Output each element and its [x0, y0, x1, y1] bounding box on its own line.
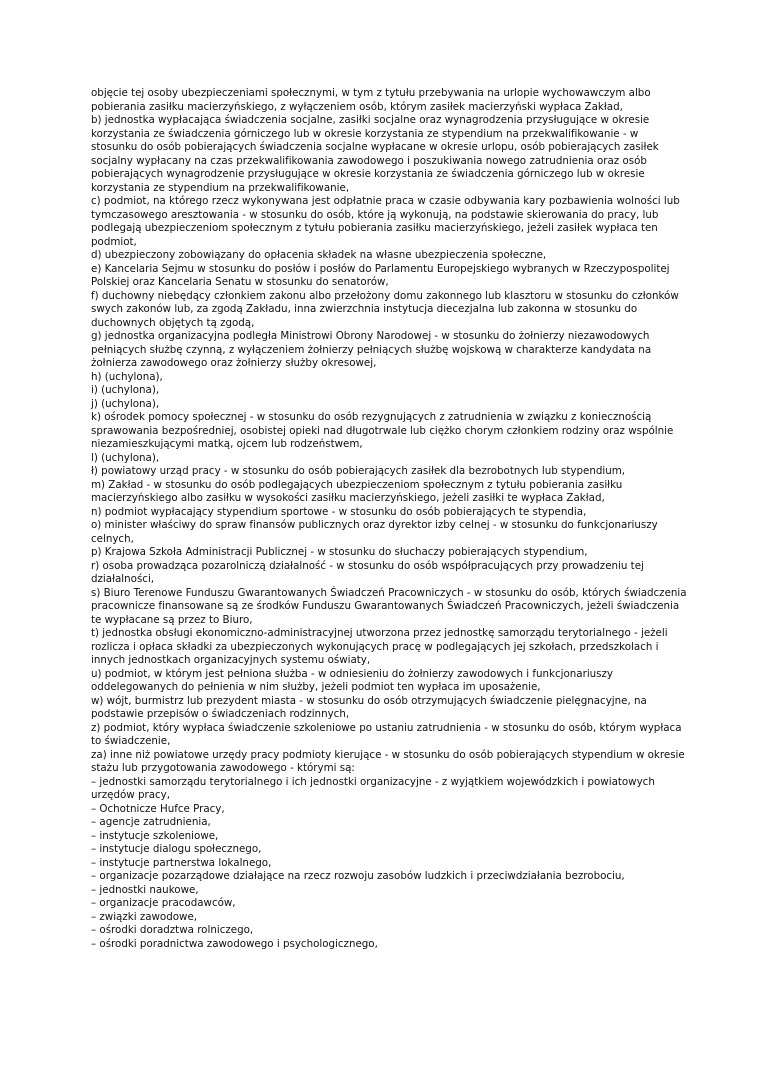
dash-item: – jednostki naukowe,	[91, 883, 199, 896]
item-j: j) (uchylona),	[91, 397, 160, 410]
item-d: d) ubezpieczony zobowiązany do opłacenia składek na własne ubezpieczenia społeczne,	[91, 249, 547, 261]
item-i: i) (uchylona),	[91, 384, 160, 396]
dash-item: – związki zawodowe,	[91, 910, 198, 923]
item-s: s) Biuro Terenowe Funduszu Gwarantowanych Świadczeń Pracowniczych - w stosunku do osób, których świadczenia pracownicze finansowane są ze środków Funduszu Gwarantowanych Świadczeń Pracowniczych, jeżeli świadczenia te wypłacane są przez to Biuro,	[91, 586, 687, 626]
dash-item: – organizacje pozarządowe działające na rzecz rozwoju zasobów ludzkich i przeciwdziałania bezrobociu,	[91, 870, 625, 882]
item-za: za) inne niż powiatowe urzędy pracy podmioty kierujące - w stosunku do osób pobierających stypendium w okresie stażu lub przygotowania zawodowego - którymi są:	[91, 748, 685, 774]
dash-item: – agencje zatrudnienia,	[91, 816, 211, 828]
dash-item: – instytucje partnerstwa lokalnego,	[91, 856, 272, 869]
item-o: o) minister właściwy do spraw finansów publicznych oraz dyrektor izby celnej - w stosunku do funkcjonariuszy celnych,	[91, 519, 658, 545]
item-l: l) (uchylona),	[91, 451, 160, 464]
item-h: h) (uchylona),	[91, 370, 163, 383]
item-b: b) jednostka wypłacająca świadczenia socjalne, zasiłki socjalne oraz wynagrodzenia przysługujące w okresie korzystania ze świadczenia górniczego lub w okresie korzystania ze stypendium na przekwalifikowanie - w stosunku do osób pobierających świadczenia socjalne wypłacane w okresie urlopu, osób pobierających zasiłek socjalny wypłacany na czas przekwalifikowania zawodowego i poszukiwania nowego zatrudnienia oraz osób pobierających wynagrodzenie przysługujące w okresie korzystania ze świadczenia górniczego lub w okresie korzystania ze stypendium na przekwalifikowanie,	[91, 114, 659, 194]
item-p: p) Krajowa Szkoła Administracji Publicznej - w stosunku do słuchaczy pobierających stypendium,	[91, 546, 588, 558]
item-w: w) wójt, burmistrz lub prezydent miasta - w stosunku do osób otrzymujących świadczenie pielęgnacyjne, na podstawie przepisów o świadczeniach rodzinnych,	[91, 694, 647, 720]
paragraph-continuation: objęcie tej osoby ubezpieczeniami społecznymi, w tym z tytułu przebywania na urlopie wychowawczym albo pobierania zasiłku macierzyńskiego, z wyłączeniem osób, którym zasiłek macierzyński wypłaca Zakład,	[91, 87, 651, 113]
item-g: g) jednostka organizacyjna podległa Ministrowi Obrony Narodowej - w stosunku do żołnierzy niezawodowych pełniących służbę czynną, z wyłączeniem żołnierzy pełniących służbę wojskową w charakterze kandydata na żołnierza zawodowego oraz żołnierzy służby okresowej,	[91, 330, 652, 369]
item-n: n) podmiot wypłacający stypendium sportowe - w stosunku do osób pobierających te stypendia,	[91, 505, 587, 518]
dash-item: – ośrodki doradztwa rolniczego,	[91, 924, 254, 936]
item-m: m) Zakład - w stosunku do osób podlegających ubezpieczeniom społecznym z tytułu pobierania zasiłku macierzyńskiego albo zasiłku w wysokości zasiłku macierzyńskiego, jeżeli zasiłki te wypłaca Zakład,	[91, 478, 623, 504]
item-r: r) osoba prowadząca pozarolniczą działalność - w stosunku do osób współpracujących przy prowadzeniu tej działalności,	[91, 559, 644, 585]
dash-item: – organizacje pracodawców,	[91, 897, 236, 909]
item-z: z) podmiot, który wypłaca świadczenie szkoleniowe po ustaniu zatrudnienia - w stosunku do osób, którym wypłaca to świadczenie,	[91, 721, 682, 747]
document-body	[91, 87, 687, 951]
item-u: u) podmiot, w którym jest pełniona służba - w odniesieniu do żołnierzy zawodowych i funkcjonariuszy oddelegowanych do pełnienia w nim służby, jeżeli podmiot ten wypłaca im uposażenie,	[91, 667, 614, 693]
dash-item: – Ochotnicze Hufce Pracy,	[91, 802, 225, 815]
item-l-stroke: ł) powiatowy urząd pracy - w stosunku do osób pobierających zasiłek dla bezrobotnych lub stypendium,	[91, 465, 626, 477]
dash-item: – jednostki samorządu terytorialnego i ich jednostki organizacyjne - z wyjątkiem wojewódzkich i powiatowych urzędów pracy,	[91, 775, 655, 801]
item-c: c) podmiot, na którego rzecz wykonywana jest odpłatnie praca w czasie odbywania kary pozbawienia wolności lub tymczasowego aresztowania - w stosunku do osób, które ją wykonują, na podstawie skierowania do pracy, lub podlegają ubezpieczeniom społecznym z tytułu pobierania zasiłku macierzyńskiego, jeżeli zasiłek wypłaca ten podmiot,	[91, 195, 680, 248]
dash-item: – instytucje dialogu społecznego,	[91, 843, 262, 855]
item-k: k) ośrodek pomocy społecznej - w stosunku do osób rezygnujących z zatrudnienia w związku z koniecznością sprawowania bezpośredniej, osobistej opieki nad długotrwale lub ciężko chorym członkiem rodziny oraz wspólnie niezamieszkującymi matką, ojcem lub rodzeństwem,	[91, 411, 674, 450]
dash-item: – instytucje szkoleniowe,	[91, 829, 219, 842]
item-t: t) jednostka obsługi ekonomiczno-administracyjnej utworzona przez jednostkę samorządu terytorialnego - jeżeli rozlicza i opłaca składki za ubezpieczonych wykonujących pracę w podlegających jej szkołach, przedszkolach i innych jednostkach organizacyjnych systemu oświaty,	[91, 627, 668, 666]
item-f: f) duchowny niebędący członkiem zakonu albo przełożony domu zakonnego lub klasztoru w stosunku do członków swych zakonów lub, za zgodą Zakładu, inna zwierzchnia instytucja diecezjalna lub zakonna w stosunku do duchownych objętych tą zgodą,	[91, 289, 679, 329]
item-e: e) Kancelaria Sejmu w stosunku do posłów i posłów do Parlamentu Europejskiego wybranych w Rzeczypospolitej Polskiej oraz Kancelaria Senatu w stosunku do senatorów,	[91, 262, 670, 288]
dash-item: – ośrodki poradnictwa zawodowego i psychologicznego,	[91, 937, 378, 950]
